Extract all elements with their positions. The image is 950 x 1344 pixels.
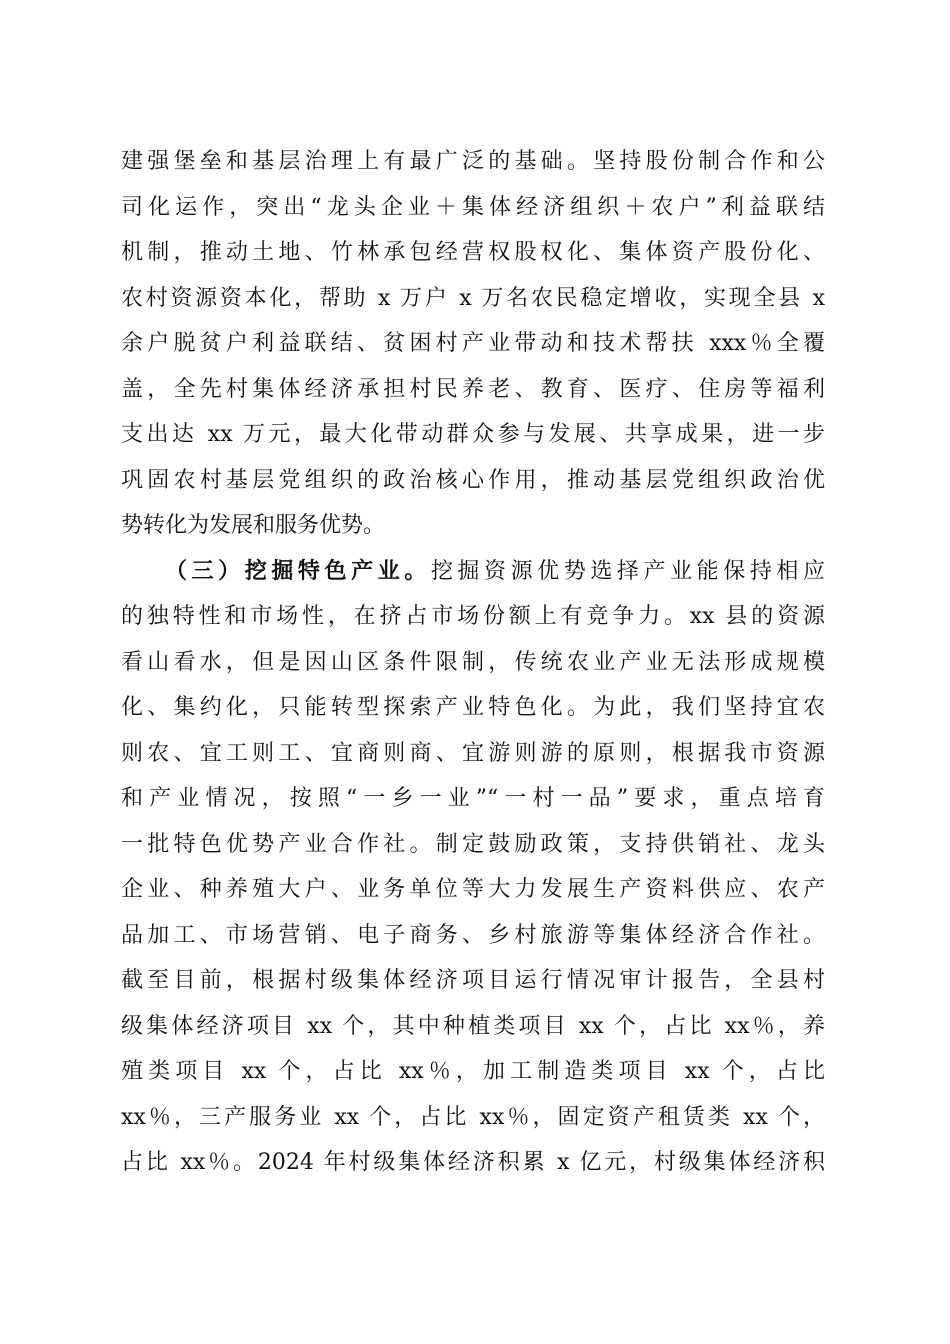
paragraph-line: 占比 xx％。2024 年村级集体经济积累 x 亿元，村级集体经济积 bbox=[121, 1150, 825, 1175]
paragraph-line: 机制，推动土地、竹林承包经营权股权化、集体资产股份化、 bbox=[121, 240, 825, 265]
paragraph-first-line bbox=[121, 549, 825, 595]
paragraph-line: 的独特性和市场性，在挤占市场份额上有竞争力。xx 县的资源 bbox=[121, 604, 825, 629]
paragraph-2 bbox=[121, 549, 825, 1186]
paragraph-line: 余户脱贫户利益联结、贫困村产业带动和技术帮扶 xxx％全覆 bbox=[121, 331, 825, 356]
paragraph-line: 企业、种养殖大户、业务单位等大力发展生产资料供应、农产 bbox=[121, 877, 825, 902]
section-heading: （三）挖掘特色产业。 bbox=[165, 557, 431, 584]
paragraph-line-text: 挖掘资源优势选择产业能保持相应 bbox=[430, 558, 825, 584]
paragraph-line: 则农、宜工则工、宜商则商、宜游则游的原则，根据我市资源 bbox=[121, 740, 825, 766]
paragraph-line: 截至目前，根据村级集体经济项目运行情况审计报告，全县村 bbox=[121, 968, 825, 993]
paragraph-line: 盖，全先村集体经济承担村民养老、教育、医疗、住房等福利 bbox=[121, 376, 825, 402]
paragraph-line: 和产业情况，按照“一乡一业”“一村一品”要求，重点培育 bbox=[121, 786, 825, 811]
paragraph-line: xx％，三产服务业 xx 个，占比 xx％，固定资产租赁类 xx 个， bbox=[121, 1104, 825, 1130]
paragraph-1 bbox=[121, 139, 825, 549]
paragraph-line: 化、集约化，只能转型探索产业特色化。为此，我们坚持宜农 bbox=[121, 695, 825, 720]
paragraph-line: 司化运作，突出“龙头企业＋集体经济组织＋农户”利益联结 bbox=[121, 194, 825, 220]
paragraph-line: 看山看水，但是因山区条件限制，传统农业产业无法形成规模 bbox=[121, 649, 825, 675]
paragraph-line: 品加工、市场营销、电子商务、乡村旅游等集体经济合作社。 bbox=[121, 922, 825, 948]
paragraph-line: 巩固农村基层党组织的政治核心作用，推动基层党组织政治优 bbox=[121, 467, 825, 493]
paragraph-line: 一批特色优势产业合作社。制定鼓励政策，支持供销社、龙头 bbox=[121, 831, 825, 857]
paragraph-line: 级集体经济项目 xx 个，其中种植类项目 xx 个，占比 xx％，养 bbox=[121, 1013, 825, 1039]
paragraph-line: 势转化为发展和服务优势。 bbox=[121, 513, 386, 538]
paragraph-line: 支出达 xx 万元，最大化带动群众参与发展、共享成果，进一步 bbox=[121, 422, 825, 447]
paragraph-line: 殖类项目 xx 个，占比 xx％，加工制造类项目 xx 个，占比 bbox=[121, 1059, 825, 1084]
paragraph-line: 建强堡垒和基层治理上有最广泛的基础。坚持股份制合作和公 bbox=[121, 149, 825, 174]
paragraph-line: 农村资源资本化，帮助 x 万户 x 万名农民稳定增收，实现全县 x bbox=[121, 285, 825, 311]
